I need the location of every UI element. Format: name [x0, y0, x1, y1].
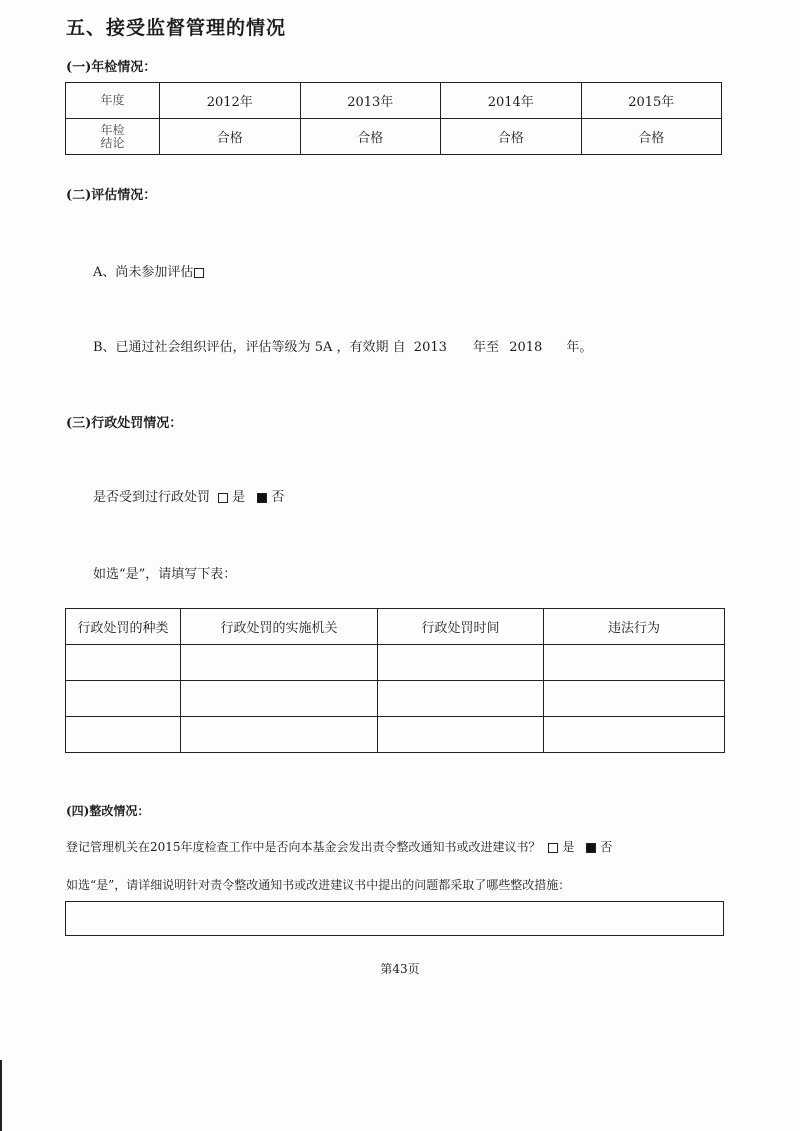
year-cell: 2014年	[441, 83, 582, 119]
table-cell[interactable]	[181, 681, 378, 717]
annual-check-table	[65, 82, 722, 155]
result-cell: 合格	[300, 119, 441, 155]
option-b	[93, 336, 592, 355]
rectification-detail-field[interactable]	[65, 901, 724, 936]
rectification-no-label: 否	[600, 840, 613, 854]
year-to: 年至	[473, 340, 500, 355]
end-year: 2018	[509, 340, 543, 355]
penalty-heading: (三)行政处罚情况：	[66, 416, 183, 431]
table-cell[interactable]	[181, 717, 378, 753]
penalty-yes-checkbox[interactable]	[218, 493, 228, 503]
result-cell: 合格	[441, 119, 582, 155]
option-a-label: A、尚未参加评估	[93, 265, 194, 280]
rectification-no-checkbox[interactable]	[586, 843, 596, 853]
year-cell: 2013年	[300, 83, 441, 119]
option-b-mid: ，有效期 自	[336, 340, 406, 355]
column-header: 行政处罚的种类	[66, 609, 181, 645]
table-cell[interactable]	[544, 681, 725, 717]
column-header: 行政处罚的实施机关	[181, 609, 378, 645]
table-cell[interactable]	[181, 645, 378, 681]
table-cell[interactable]	[544, 645, 725, 681]
page-title: 五、接受监督管理的情况	[66, 17, 287, 39]
rectification-heading: (四)整改情况：	[66, 804, 150, 818]
rectification-yes-label: 是	[562, 840, 575, 854]
table-row	[66, 681, 725, 717]
result-cell: 合格	[581, 119, 722, 155]
penalty-no-label: 否	[271, 490, 285, 505]
penalty-question: 是否受到过行政处罚	[93, 490, 211, 505]
year-end: 年。	[566, 340, 593, 355]
table-cell[interactable]	[378, 645, 544, 681]
year-cell: 2015年	[581, 83, 722, 119]
rectification-detail-prompt: 如选“是”，请详细说明针对责令整改通知书或改进建议书中提出的问题都采取了哪些整改措施：	[66, 878, 571, 892]
penalty-table	[65, 608, 725, 753]
rectification-question-line	[66, 838, 612, 855]
rectification-yes-checkbox[interactable]	[548, 843, 558, 853]
table-cell[interactable]	[66, 717, 181, 753]
option-a-checkbox[interactable]	[194, 268, 204, 278]
table-cell[interactable]	[378, 681, 544, 717]
column-header: 违法行为	[544, 609, 725, 645]
page-number: 第43页	[380, 962, 420, 976]
penalty-question-line	[93, 486, 284, 505]
table-cell[interactable]	[66, 681, 181, 717]
year-cell: 2012年	[160, 83, 301, 119]
evaluation-heading: (二)评估情况：	[66, 188, 157, 203]
result-label: 年检 结论	[66, 119, 160, 155]
year-label: 年度	[66, 83, 160, 119]
table-cell[interactable]	[378, 717, 544, 753]
table-row	[66, 717, 725, 753]
grade-value: 5A	[314, 340, 333, 355]
penalty-yes-label: 是	[232, 490, 246, 505]
option-b-prefix: B、已通过社会组织评估，评估等级为	[93, 340, 311, 355]
column-header: 行政处罚时间	[378, 609, 544, 645]
start-year: 2013	[413, 340, 447, 355]
penalty-fill-note: 如选“是”，请填写下表：	[93, 567, 237, 582]
scan-edge	[0, 1060, 2, 1131]
rectification-question: 登记管理机关在2015年度检查工作中是否向本基金会发出责令整改通知书或改进建议书？	[66, 840, 541, 854]
option-a	[93, 261, 208, 280]
result-cell: 合格	[160, 119, 301, 155]
table-cell[interactable]	[544, 717, 725, 753]
annual-check-heading: (一)年检情况：	[66, 60, 157, 75]
penalty-no-checkbox[interactable]	[257, 493, 267, 503]
table-cell[interactable]	[66, 645, 181, 681]
table-row	[66, 645, 725, 681]
